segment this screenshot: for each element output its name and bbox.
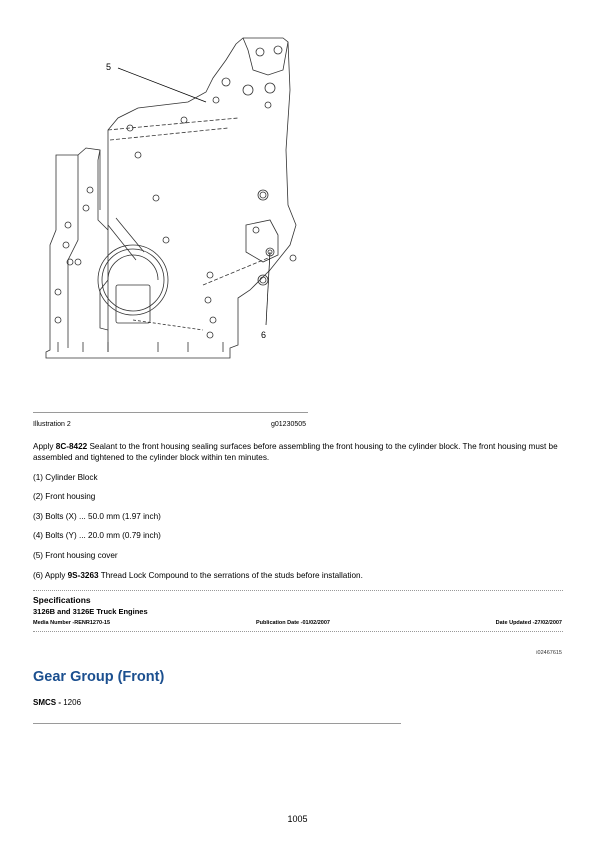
specs-rule	[33, 590, 563, 591]
illustration-id: g01230505	[271, 421, 307, 428]
callout-6: 6	[261, 330, 267, 340]
callout-5: 5	[106, 62, 112, 72]
item6-post: Thread Lock Compound to the serrations of the studs before installation.	[98, 571, 363, 580]
list-item: (3) Bolts (X) ... 50.0 mm (1.97 inch)	[33, 512, 161, 521]
list-item: (1) Cylinder Block	[33, 473, 98, 482]
list-item: (2) Front housing	[33, 492, 96, 501]
list-item: (5) Front housing cover	[33, 551, 118, 560]
caption-rule	[33, 412, 308, 413]
section-title: Gear Group (Front)	[33, 669, 165, 685]
sealant-part-number: 8C-8422	[55, 442, 88, 451]
apply-text-post: Sealant to the front housing sealing surfaces before assembling the front housing to the cylinder block. The front housing must be assembled and tightened to the cylinder block within ten minutes.	[33, 442, 558, 462]
specs-bottom-rule	[33, 631, 563, 632]
date-updated: Date Updated -27/02/2007	[495, 620, 562, 626]
section-rule	[33, 723, 401, 724]
front-housing-illustration	[38, 30, 308, 360]
specs-subtitle: 3126B and 3126E Truck Engines	[33, 607, 148, 616]
document-id: i02467615	[536, 650, 562, 656]
apply-text-pre: Apply	[33, 442, 56, 451]
page-number: 1005	[287, 814, 308, 824]
smcs-line	[33, 698, 81, 707]
list-item: (4) Bolts (Y) ... 20.0 mm (0.79 inch)	[33, 531, 161, 540]
apply-sealant-paragraph	[33, 441, 563, 463]
specs-title: Specifications	[33, 595, 91, 605]
illustration-caption: Illustration 2	[33, 421, 71, 428]
smcs-label: SMCS -	[33, 698, 64, 707]
media-number: Media Number -RENR1270-15	[33, 620, 111, 626]
list-item-6	[33, 571, 363, 580]
publication-date: Publication Date -01/02/2007	[256, 620, 330, 626]
item6-pre: (6) Apply	[33, 571, 68, 580]
thread-lock-part-number: 9S-3263	[67, 571, 99, 580]
smcs-code: 1206	[63, 698, 82, 707]
